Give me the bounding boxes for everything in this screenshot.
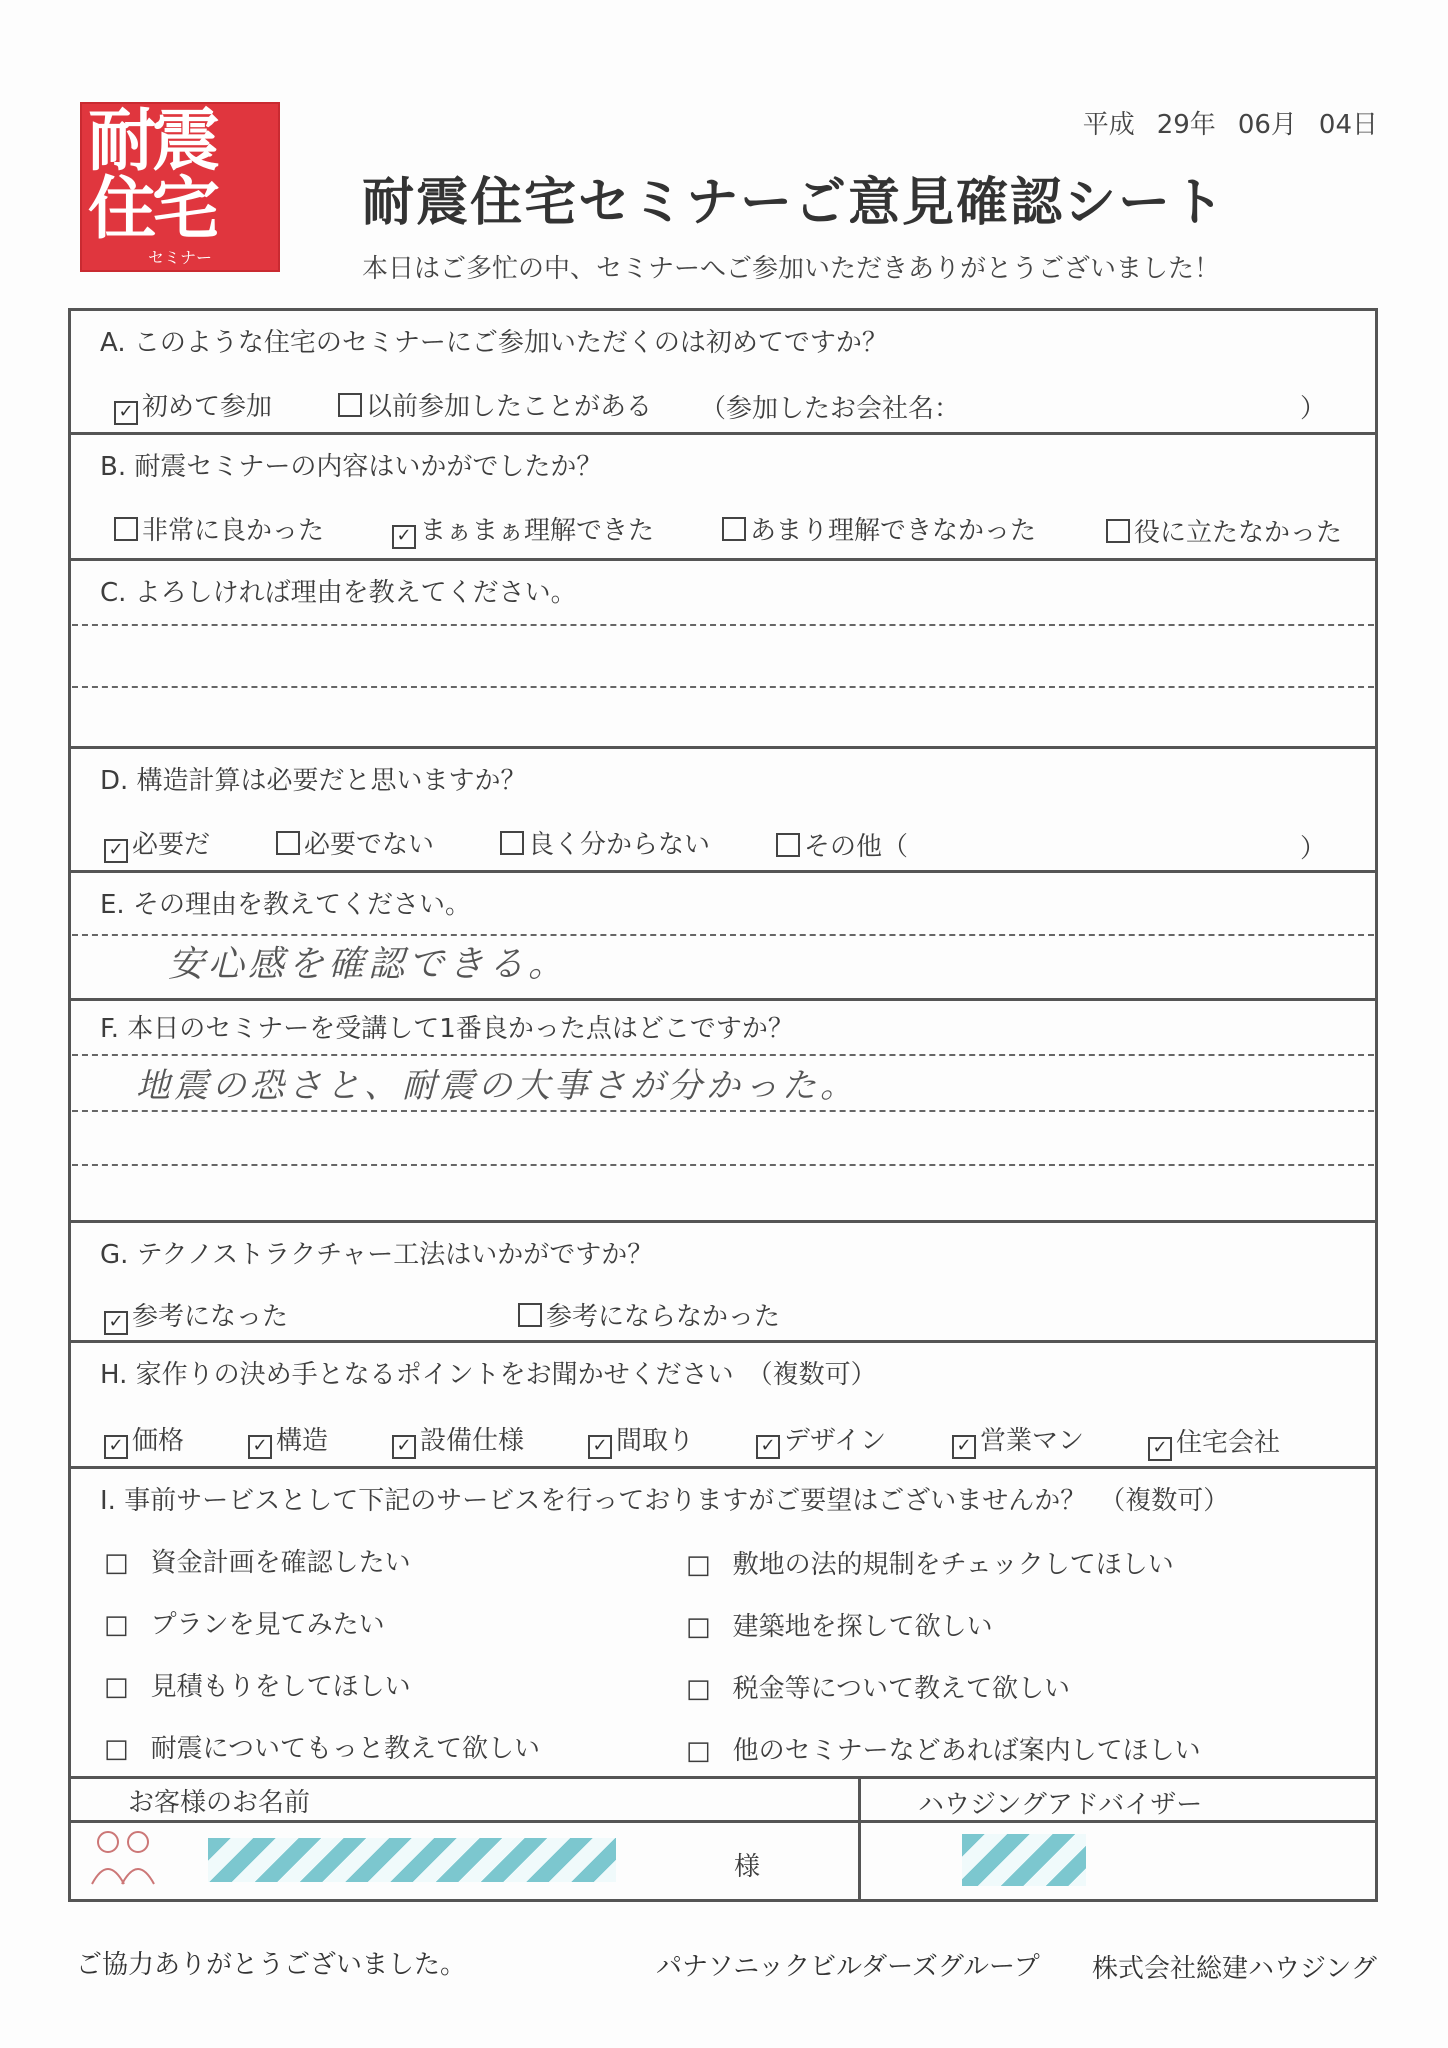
service-left-2-box[interactable]: □ [104,1610,129,1640]
customer-name-redacted [208,1838,616,1882]
checkbox-b3[interactable] [722,517,746,541]
option-h1-label: 価格 [132,1426,185,1456]
service-left-1-box[interactable]: □ [104,1548,129,1578]
checkbox-h1[interactable]: ✓ [104,1435,128,1459]
option-a-first-time[interactable] [114,386,272,425]
checkbox-a2[interactable] [338,393,362,417]
customer-illustration-icon [84,1826,164,1886]
option-h6-label: 営業マン [980,1426,1085,1456]
checkbox-h5[interactable]: ✓ [756,1435,780,1459]
checkbox-a1[interactable]: ✓ [114,401,138,425]
service-left-4-box[interactable]: □ [104,1734,129,1764]
logo-line3: セミナー [147,248,212,267]
option-h6[interactable] [952,1420,1084,1459]
option-h3[interactable] [392,1420,524,1459]
checkbox-h3[interactable]: ✓ [392,1435,416,1459]
logo-line2: 住宅 [88,170,217,249]
option-d4-label: その他（ [804,832,909,862]
logo-line1: 耐震 [88,102,217,181]
answer-line-f3 [72,1164,1374,1166]
checkbox-h2[interactable]: ✓ [248,1435,272,1459]
question-e: E. その理由を教えてください。 [100,890,471,920]
service-right-2-label: 建築地を探して欲しい [732,1612,993,1642]
question-c: C. よろしければ理由を教えてください。 [100,578,577,608]
checkbox-d2[interactable] [276,831,300,855]
date-year: 29年 [1156,110,1216,140]
checkbox-d1[interactable]: ✓ [104,839,128,863]
checkbox-b4[interactable] [1106,519,1130,543]
option-d1-label: 必要だ [132,830,211,860]
divider-h-i [68,1466,1378,1469]
seminar-logo [80,102,280,272]
option-b2[interactable] [392,510,654,549]
checkbox-g2[interactable] [518,1303,542,1327]
divider-e-f [68,998,1378,1001]
service-right-4[interactable] [686,1730,1201,1767]
option-d3-label: 良く分からない [528,830,711,860]
service-right-3-box[interactable]: □ [686,1674,711,1704]
checkbox-d3[interactable] [500,831,524,855]
service-left-2-label: プランを見てみたい [150,1610,385,1640]
answer-f[interactable]: 地震の恐さと、耐震の大事さが分かった。 [136,1066,858,1106]
divider-a-b [68,432,1378,435]
service-right-2[interactable] [686,1606,993,1643]
option-b4[interactable] [1106,512,1342,549]
service-right-3[interactable] [686,1668,1070,1705]
service-left-1[interactable] [104,1542,411,1579]
question-i: I. 事前サービスとして下記のサービスを行っておりますがご要望はございませんか？ （複数可） [100,1486,1230,1516]
question-f: F. 本日のセミナーを受講して1番良かった点はどこですか？ [100,1014,794,1044]
page-subtitle: 本日はご多忙の中、セミナーへご参加いただきありがとうございました！ [362,254,1221,284]
option-d2-label: 必要でない [304,830,435,860]
footer-group: パナソニックビルダーズグループ [656,1952,1040,1982]
divider-d-e [68,870,1378,873]
option-h1[interactable] [104,1420,184,1459]
option-a2-label: 以前参加したことがある [366,392,653,422]
advisor-label: ハウジングアドバイザー [918,1790,1203,1820]
question-b: B. 耐震セミナーの内容はいかがでしたか？ [100,452,603,482]
date-day: 04日 [1318,110,1378,140]
answer-line-c2 [72,686,1374,688]
option-g1[interactable] [104,1296,288,1335]
company-name-close: ） [1300,394,1327,424]
customer-name-label: お客様のお名前 [128,1788,311,1818]
service-right-1-label: 敷地の法的規制をチェックしてほしい [732,1550,1174,1580]
option-d2[interactable] [276,824,434,861]
checkbox-h4[interactable]: ✓ [588,1435,612,1459]
option-b1[interactable] [114,510,324,547]
service-left-4-label: 耐震についてもっと教えて欲しい [150,1734,541,1764]
checkbox-g1[interactable]: ✓ [104,1311,128,1335]
answer-line-c1 [72,624,1374,626]
option-h5[interactable] [756,1420,886,1459]
option-h4[interactable] [588,1420,694,1459]
option-a-previous[interactable] [338,386,652,423]
service-right-1[interactable] [686,1544,1174,1581]
divider-i-name [68,1776,1378,1779]
footer-thanks: ご協力ありがとうございました。 [76,1950,467,1980]
service-left-3-label: 見積もりをしてほしい [150,1672,411,1702]
divider-g-h [68,1340,1378,1343]
option-h4-label: 間取り [616,1426,695,1456]
service-left-3[interactable] [104,1666,411,1703]
option-a1-label: 初めて参加 [142,392,273,422]
option-h7-label: 住宅会社 [1176,1428,1281,1458]
date-month: 06月 [1237,110,1297,140]
option-g2[interactable] [518,1296,780,1333]
service-left-2[interactable] [104,1604,385,1641]
question-h: H. 家作りの決め手となるポイントをお聞かせください （複数可） [100,1360,877,1390]
option-d4[interactable] [776,826,908,863]
option-b3-label: あまり理解できなかった [750,516,1037,546]
option-h2-label: 構造 [276,1426,329,1456]
page-title: 耐震住宅セミナーご意見確認シート [362,173,1227,233]
advisor-name-redacted [962,1834,1086,1886]
question-a: A. このような住宅のセミナーにご参加いただくのは初めてですか？ [100,328,888,358]
option-b4-label: 役に立たなかった [1134,518,1343,548]
option-d3[interactable] [500,824,710,861]
checkbox-b2[interactable]: ✓ [392,525,416,549]
option-h2[interactable] [248,1420,328,1459]
divider-b-c [68,558,1378,561]
customer-name-suffix: 様 [734,1852,761,1882]
service-left-3-box[interactable]: □ [104,1672,129,1702]
option-h3-label: 設備仕様 [420,1426,525,1456]
option-h7[interactable] [1148,1422,1280,1461]
answer-line-f1 [72,1054,1374,1056]
footer-company: 株式会社総建ハウジング [1092,1954,1377,1984]
answer-e[interactable]: 安心感を確認できる。 [168,944,569,985]
option-d1[interactable] [104,824,210,863]
date [1083,104,1378,141]
service-right-4-box[interactable]: □ [686,1736,711,1766]
company-name-label: （参加したお会社名： [700,394,961,424]
service-right-1-box[interactable]: □ [686,1550,711,1580]
option-h5-label: デザイン [784,1426,887,1456]
answer-line-f2 [72,1110,1374,1112]
service-right-2-box[interactable]: □ [686,1612,711,1642]
option-b3[interactable] [722,510,1036,547]
question-d: D. 構造計算は必要だと思いますか？ [100,766,527,796]
checkbox-h7[interactable]: ✓ [1148,1437,1172,1461]
option-g1-label: 参考になった [132,1302,289,1332]
divider-name-advisor [858,1776,861,1900]
other-close: ） [1300,834,1327,864]
checkbox-d4[interactable] [776,833,800,857]
checkbox-h6[interactable]: ✓ [952,1435,976,1459]
service-right-4-label: 他のセミナーなどあれば案内してほしい [732,1736,1201,1766]
service-left-1-label: 資金計画を確認したい [150,1548,411,1578]
option-b1-label: 非常に良かった [142,516,325,546]
divider-c-d [68,746,1378,749]
divider-f-g [68,1220,1378,1223]
option-g2-label: 参考にならなかった [546,1302,781,1332]
question-g: G. テクノストラクチャー工法はいかがですか？ [100,1240,654,1270]
checkbox-b1[interactable] [114,517,138,541]
service-left-4[interactable] [104,1728,540,1765]
date-era: 平成 [1082,110,1135,140]
service-right-3-label: 税金等について教えて欲しい [732,1674,1071,1704]
option-b2-label: まぁまぁ理解できた [420,516,655,546]
